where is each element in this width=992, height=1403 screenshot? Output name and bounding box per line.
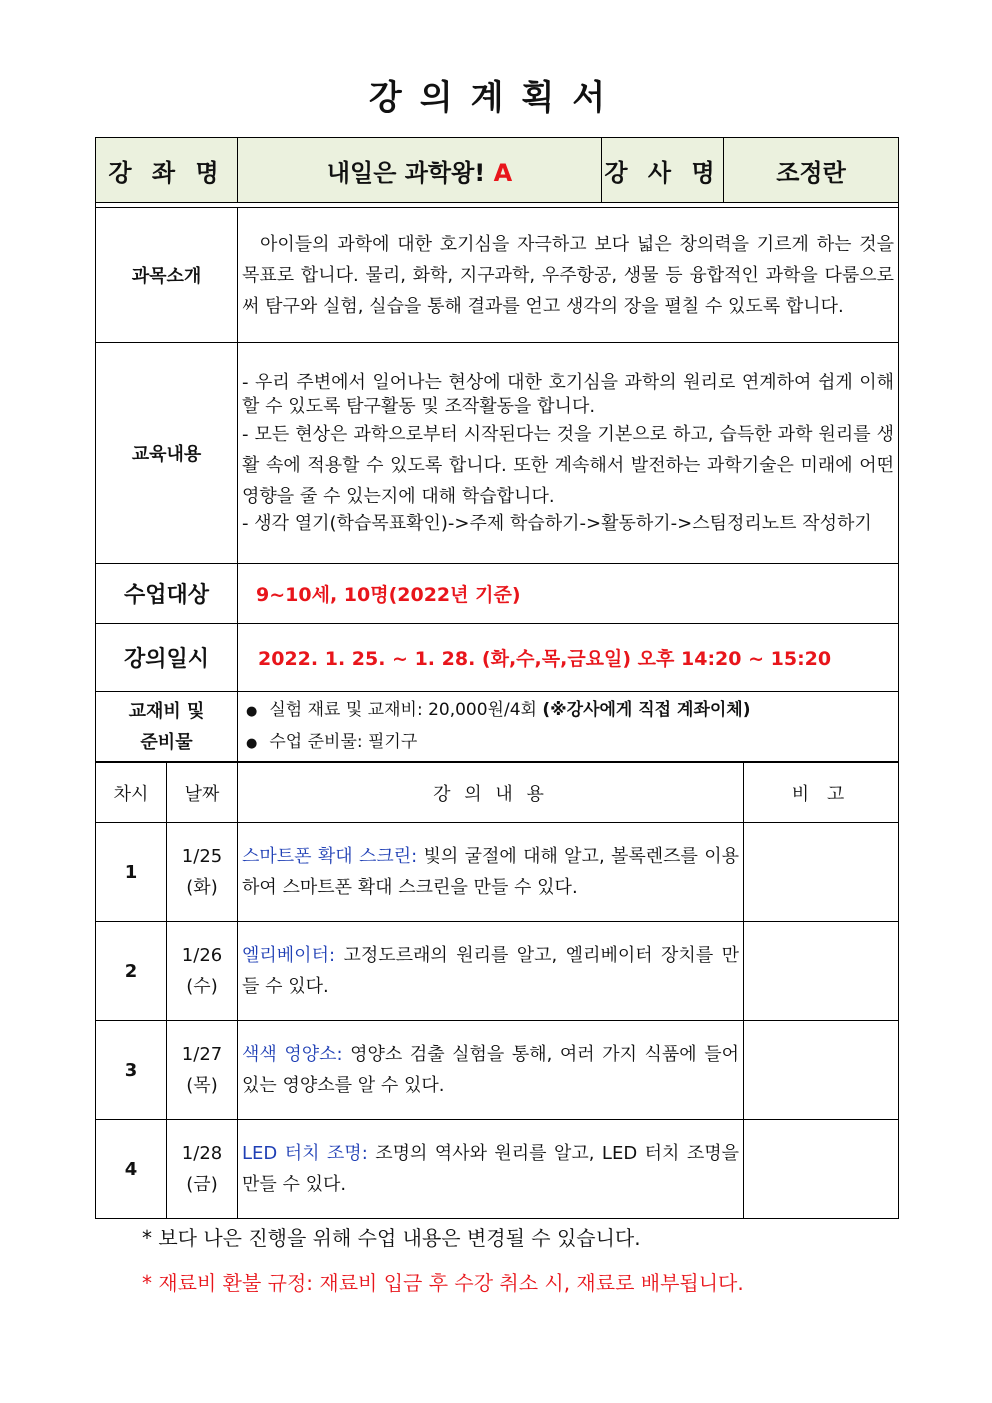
materials-list — [238, 692, 899, 763]
schedule-info-value: 2022. 1. 25. ~ 1. 28. (화,수,목,금요일) 오후 14:20 ~ 15:20 — [238, 624, 899, 692]
content-item-1: - 우리 주변에서 일어나는 현상에 대한 호기심을 과학의 원리로 연계하여 쉽게 이해할 수 있도록 탐구활동 및 조작활동을 합니다. — [242, 371, 895, 417]
header-remarks: 비 고 — [744, 762, 899, 823]
intro-text: 아이들의 과학에 대한 호기심을 자극하고 보다 넓은 창의력을 기르게 하는 것을 목표로 합니다. 물리, 화학, 지구과학, 우주항공, 생물 등 융합적인 과학을 다룸으로써 탐구와 실험, 실습을 통해 결과를 얻고 생각의 장을 펼칠 수 있도록 합니다. — [238, 208, 899, 343]
header-date: 날짜 — [167, 762, 238, 823]
content-item-3: - 생각 열기(학습목표확인)->주제 학습하기->활동하기->스팀정리노트 작성하기 — [242, 512, 872, 534]
table-row: 1 1/25 (화) 스마트폰 확대 스크린: 빛의 굴절에 대해 알고, 볼록렌즈를 이용하여 스마트폰 확대 스크린을 만들 수 있다. — [96, 823, 899, 922]
table-row: 2 1/26 (수) 엘리베이터: 고정도르래의 원리를 알고, 엘리베이터 장치를 만들 수 있다. — [96, 922, 899, 1021]
intro-row — [96, 208, 899, 343]
target-label: 수업대상 — [96, 564, 238, 624]
course-suffix: A — [493, 158, 513, 187]
header-row — [96, 138, 899, 203]
header-content: 강 의 내 용 — [238, 762, 744, 823]
note-change: * 보다 나은 진행을 위해 수업 내용은 변경될 수 있습니다. — [142, 1226, 641, 1250]
page-title: 강의계획서 — [368, 78, 624, 118]
instructor-name: 조정란 — [724, 138, 899, 203]
course-label: 강 좌 명 — [96, 138, 238, 203]
content-label: 교육내용 — [96, 343, 238, 564]
content-row — [96, 343, 899, 564]
course-name — [238, 138, 602, 203]
instructor-label: 강 사 명 — [602, 138, 724, 203]
course-plan-table — [95, 137, 899, 1219]
table-row: 3 1/27 (목) 색색 영양소: 영양소 검출 실험을 통해, 여러 가지 식품에 들어있는 영양소를 알 수 있다. — [96, 1021, 899, 1120]
target-row — [96, 564, 899, 624]
intro-label: 과목소개 — [96, 208, 238, 343]
schedule-header-row — [96, 762, 899, 823]
content-item-2: - 모든 현상은 과학으로부터 시작된다는 것을 기본으로 하고, 습득한 과학 원리를 생활 속에 적용할 수 있도록 합니다. 또한 계속해서 발전하는 과학기술은 미래에 어떤 영향을 줄 수 있는지에 대해 학습합니다. — [242, 423, 895, 507]
course-name-text: 내일은 과학왕! — [326, 158, 486, 187]
note-refund: * 재료비 환불 규정: 재료비 입금 후 수강 취소 시, 재료로 배부됩니다. — [142, 1271, 744, 1295]
schedule-info-row — [96, 624, 899, 692]
target-value: 9~10세, 10명(2022년 기준) — [238, 564, 899, 624]
content-cell — [238, 343, 899, 564]
header-session: 차시 — [96, 762, 167, 823]
schedule-info-label: 강의일시 — [96, 624, 238, 692]
materials-bullet-1: ● 실험 재료 및 교재비: 20,000원/4회 (※강사에게 직접 계좌이체) — [246, 699, 751, 720]
materials-row — [96, 692, 899, 763]
table-row: 4 1/28 (금) LED 터치 조명: 조명의 역사와 원리를 알고, LED 터치 조명을 만들 수 있다. — [96, 1120, 899, 1219]
materials-label: 교재비 및 준비물 — [96, 692, 238, 763]
materials-bullet-2: ● 수업 준비물: 필기구 — [246, 731, 418, 752]
